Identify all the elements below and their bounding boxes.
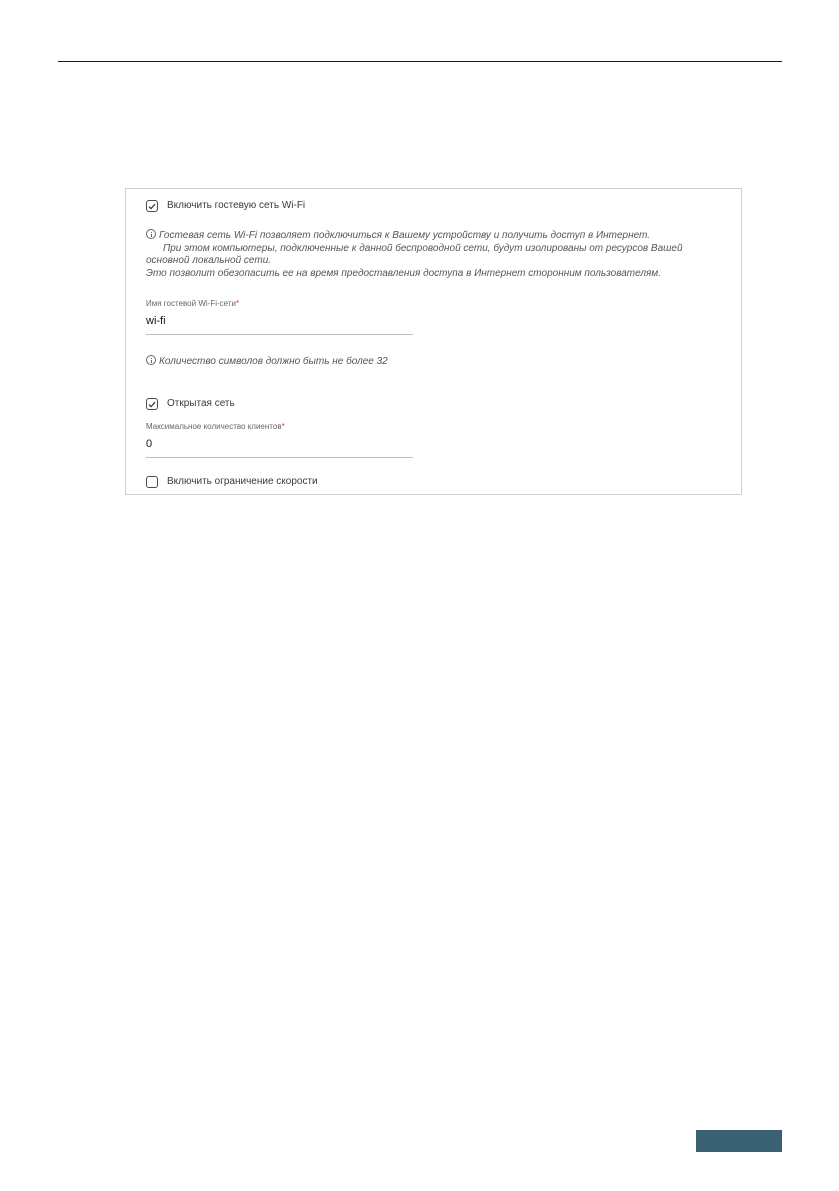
enable-guest-wifi-checkbox[interactable] xyxy=(146,200,158,212)
header-rule xyxy=(58,61,782,62)
guest-ssid-field xyxy=(146,299,413,335)
required-mark: * xyxy=(235,299,240,308)
page-number-tab xyxy=(696,1130,782,1152)
guest-ssid-label: Имя гостевой Wi-Fi-сети xyxy=(146,299,236,308)
info-text-line-1: Гостевая сеть Wi-Fi позволяет подключиться к Вашему устройству и получить доступ в Интернет. xyxy=(159,230,651,241)
info-text-line-2: При этом компьютеры, подключенные к данной беспроводной сети, будут изолированы от ресурсов Вашей xyxy=(163,242,683,254)
enable-guest-wifi-row[interactable] xyxy=(146,200,305,212)
info-icon xyxy=(146,355,156,365)
guest-wifi-info xyxy=(146,229,731,280)
guest-ssid-underline xyxy=(146,334,413,335)
open-network-label: Открытая сеть xyxy=(167,398,235,409)
check-icon xyxy=(148,203,156,210)
ssid-length-hint-text: Количество символов должно быть не более 32 xyxy=(159,356,388,367)
open-network-row[interactable] xyxy=(146,398,235,410)
max-clients-label: Максимальное количество клиентов xyxy=(146,422,282,431)
enable-guest-wifi-label: Включить гостевую сеть Wi-Fi xyxy=(167,200,306,211)
max-clients-input[interactable] xyxy=(146,437,413,451)
guest-wifi-settings-panel xyxy=(125,188,742,495)
max-clients-field xyxy=(146,422,413,458)
guest-ssid-input[interactable] xyxy=(146,314,413,328)
required-mark: * xyxy=(281,422,285,431)
info-icon xyxy=(146,229,156,239)
info-text-line-3: основной локальной сети. xyxy=(146,255,272,266)
speed-limit-row[interactable] xyxy=(146,476,318,488)
max-clients-underline xyxy=(146,457,413,458)
ssid-length-hint xyxy=(146,355,388,368)
open-network-checkbox[interactable] xyxy=(146,398,158,410)
speed-limit-label: Включить ограничение скорости xyxy=(167,476,318,487)
info-text-line-4: Это позволит обезопасить ее на время предоставления доступа в Интернет сторонним пользователям. xyxy=(146,267,661,279)
check-icon xyxy=(148,401,156,408)
speed-limit-checkbox[interactable] xyxy=(146,476,158,488)
